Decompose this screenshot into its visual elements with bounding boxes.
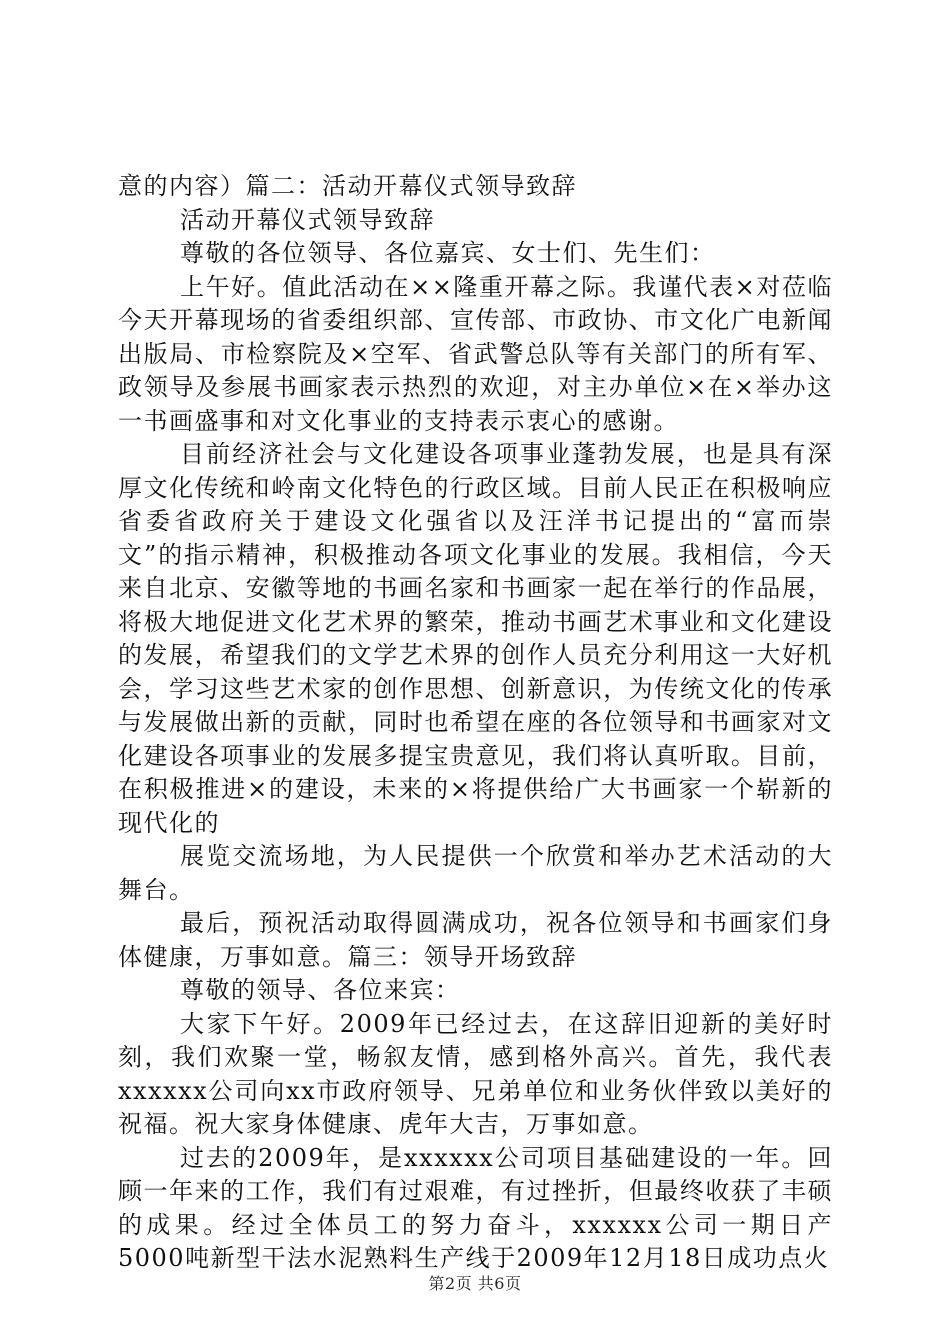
- page-footer: 第2页 共6页: [428, 1274, 522, 1293]
- paragraph-greeting: 大家下午好。2009年已经过去，在这辞旧迎新的美好时刻，我们欢聚一堂，畅叙友情，感到格外高兴。首先，我代表xxxxxx公司向xx市政府领导、兄弟单位和业务伙伴致以美好的祝福。祝大家身体健康、虎年大吉，万事如意。: [118, 1009, 833, 1138]
- paragraph-welcome: 上午好。值此活动在××隆重开幕之际。我谨代表×对莅临今天开幕现场的省委组织部、宣传部、市政协、市文化广电新闻出版局、市检察院及×空军、省武警总队等有关部门的所有军、政领导及参展书画家表示热烈的欢迎，对主办单位×在×举办这一书画盛事和对文化事业的支持表示衷心的感谢。: [118, 272, 833, 435]
- paragraph-review: 过去的2009年，是xxxxxx公司项目基础建设的一年。回顾一年来的工作，我们有过艰难，有过挫折，但最终收获了丰硕的成果。经过全体员工的努力奋斗，xxxxxx公司一期日产5000吨新型干法水泥熟料生产线于2009年12月18日成功点火: [118, 1143, 833, 1272]
- paragraph-development: 目前经济社会与文化建设各项事业蓬勃发展，也是具有深厚文化传统和岭南文化特色的行政区域。目前人民正在积极响应省委省政府关于建设文化强省以及汪洋书记提出的“富而崇文”的指示精神，积极推动各项文化事业的发展。我相信，今天来自北京、安徽等地的书画名家和书画家一起在举行的作品展，将极大地促进文化艺术界的繁荣，推动书画艺术事业和文化建设的发展，希望我们的文学艺术界的创作人员充分利用这一大好机会，学习这些艺术家的创作思想、创新意识，为传统文化的传承与发展做出新的贡献，同时也希望在座的各位领导和书画家对文化建设各项事业的发展多提宝贵意见，我们将认真听取。目前，在积极推进×的建设，未来的×将提供给广大书画家一个崭新的现代化的: [118, 440, 833, 837]
- paragraph-salutation: 尊敬的各位领导、各位嘉宾、女士们、先生们：: [180, 239, 716, 267]
- paragraph-heading: 活动开幕仪式领导致辞: [180, 205, 435, 234]
- paragraph-closing: 最后，预祝活动取得圆满成功，祝各位领导和书画家们身体健康，万事如意。篇三：领导开场致辞: [118, 909, 833, 971]
- paragraph-continuation: 意的内容）篇二：活动开幕仪式领导致辞: [118, 172, 577, 200]
- document-body: [118, 170, 833, 1276]
- paragraph-salutation-2: 尊敬的领导、各位来宾：: [180, 976, 461, 1004]
- paragraph-venue: 展览交流场地，为人民提供一个欣赏和举办艺术活动的大舞台。: [118, 842, 833, 904]
